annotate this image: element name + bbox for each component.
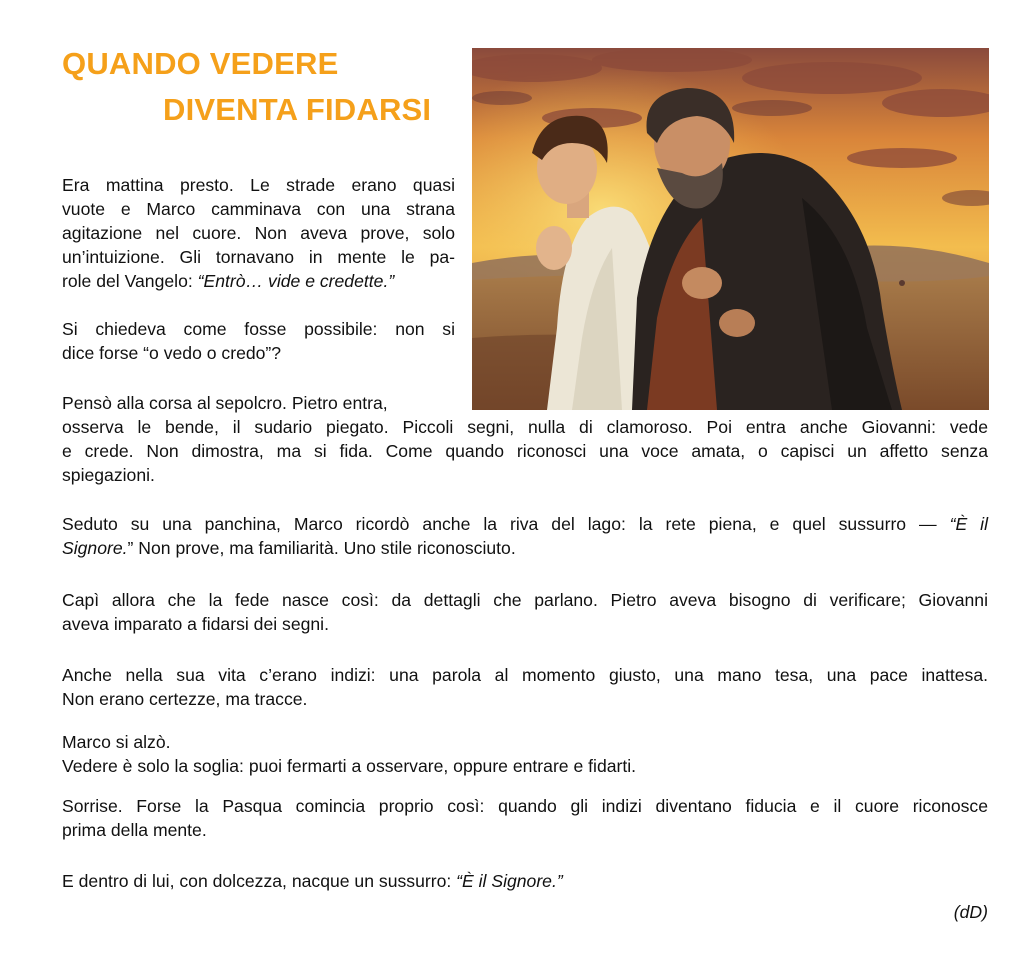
gospel-quote: “Entrò… vide e credette.”	[197, 271, 395, 291]
text-line: agitazione nel cuore. Non aveva prove, solo	[62, 223, 455, 243]
text-line: vuote e Marco camminava con una strana	[62, 199, 455, 219]
paragraph-7	[62, 730, 988, 778]
text-segment: E dentro di lui, con dolcezza, nacque un sussurro:	[62, 871, 457, 891]
text-line: Pensò alla corsa al sepolcro. Pietro entra,	[62, 393, 388, 413]
quote-end: Signore.	[62, 538, 128, 558]
paragraph-2	[62, 317, 455, 365]
text-line: Vedere è solo la soglia: puoi fermarti a osservare, oppure entrare e fidarti.	[62, 756, 637, 776]
text-line	[62, 869, 988, 893]
paragraph-3-start	[62, 391, 455, 415]
text-line: e crede. Non dimostra, ma si fida. Come quando riconosci una voce amata, o capisci un affetto senza	[62, 441, 988, 461]
text-line: aveva imparato a fidarsi dei segni.	[62, 614, 329, 634]
text-line: Non erano certezze, ma tracce.	[62, 689, 308, 709]
text-segment: role del Vangelo:	[62, 271, 198, 291]
paragraph-9	[62, 869, 988, 893]
text-line	[62, 536, 988, 560]
text-line: prima della mente.	[62, 820, 207, 840]
closing-quote: “È il Signore.”	[456, 871, 563, 891]
painting-image	[472, 48, 989, 410]
text-segment: Seduto su una panchina, Marco ricordò anche la riva del lago: la rete piena, e quel sussurro —	[62, 514, 950, 534]
paragraph-4	[62, 512, 988, 560]
quote-start: “È il	[949, 514, 988, 534]
text-line: Sorrise. Forse la Pasqua comincia proprio così: quando gli indizi diventano fiducia e il cuore riconosce	[62, 796, 988, 816]
paragraph-1	[62, 173, 455, 293]
text-line: spiegazioni.	[62, 465, 155, 485]
text-line: Capì allora che la fede nasce così: da dettagli che parlano. Pietro aveva bisogno di verificare; Giovanni	[62, 590, 988, 610]
text-line: osserva le bende, il sudario piegato. Piccoli segni, nulla di clamoroso. Poi entra anche Giovanni: vede	[62, 417, 988, 437]
paragraph-5	[62, 588, 988, 636]
text-segment: ” Non prove, ma familiarità. Uno stile riconosciuto.	[127, 538, 516, 558]
text-line	[62, 512, 988, 536]
author-signature: (dD)	[953, 902, 988, 922]
paragraph-3	[62, 415, 988, 487]
text-line	[62, 269, 455, 293]
text-line: Era mattina presto. Le strade erano quasi	[62, 175, 455, 195]
text-line: Anche nella sua vita c’erano indizi: una parola al momento giusto, una mano tesa, una pace inattesa.	[62, 665, 988, 685]
painting-disciples-running-icon	[472, 48, 989, 410]
text-line: Si chiedeva come fosse possibile: non si	[62, 319, 455, 339]
page-title-line-1: QUANDO VEDERE	[62, 46, 339, 81]
text-line: dice forse “o vedo o credo”?	[62, 343, 282, 363]
text-line: Marco si alzò.	[62, 732, 171, 752]
paragraph-6	[62, 663, 988, 711]
page-title-line-2: DIVENTA FIDARSI	[163, 92, 432, 127]
text-line: un’intuizione. Gli tornavano in mente le pa-	[62, 247, 455, 267]
paragraph-8	[62, 794, 988, 842]
